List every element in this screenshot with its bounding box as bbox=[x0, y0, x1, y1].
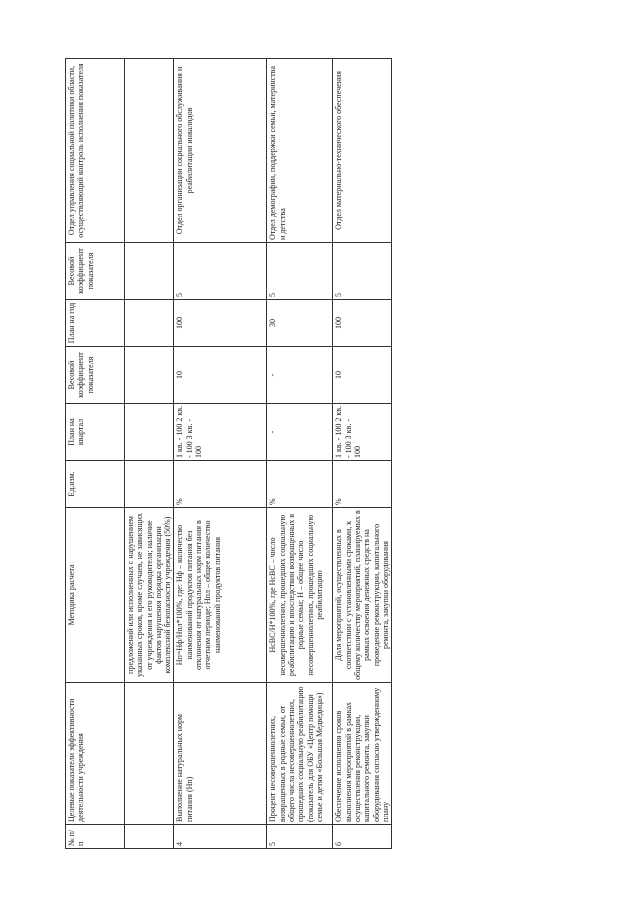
row-plan-quarter: - bbox=[267, 404, 333, 461]
row-num: 6 bbox=[333, 825, 392, 849]
row-weight-quarter: 10 bbox=[174, 347, 267, 404]
row-control bbox=[125, 59, 174, 243]
table-row bbox=[333, 59, 392, 849]
row-plan-quarter: 1 кв. - 100 2 кв. - 100 3 кв. - 100 bbox=[174, 404, 267, 461]
row-weight-quarter bbox=[125, 347, 174, 404]
table-row bbox=[174, 59, 267, 849]
row-plan-year: 100 bbox=[333, 300, 392, 347]
row-indicator: Выполнение натуральных норм питания (Нп) bbox=[174, 683, 267, 825]
row-weight-year bbox=[125, 243, 174, 300]
row-unit: % bbox=[333, 461, 392, 508]
row-indicator: Процент несовершеннолетних, возвращенных в родные семьи, от общего числа несовершеннолетних, прошедших социальную реабилитацию (показатель для ОБУ «Центр помощи семье и детям «Большая Медведица») bbox=[267, 683, 333, 825]
header-unit: Ед.изм. bbox=[66, 461, 125, 508]
row-plan-quarter: 1 кв. - 100 2 кв. - 100 3 кв. - 100 bbox=[333, 404, 392, 461]
row-method: Доля мероприятий, осуществленных в соответствии с установленными сроками, к общему количеству мероприятий, планируемых в рамках освоения денежных средств на проведение реконструкции, капитального ремонта, закупки оборудования bbox=[333, 508, 392, 683]
header-weight-quarter: Весовой коэффициент показателя bbox=[66, 347, 125, 404]
row-unit: % bbox=[174, 461, 267, 508]
row-control: Отдел организации социального обслуживания и реабилитации инвалидов bbox=[174, 59, 267, 243]
row-plan-quarter bbox=[125, 404, 174, 461]
header-num: № п/п bbox=[66, 825, 125, 849]
header-row bbox=[66, 59, 125, 849]
row-weight-year: 5 bbox=[174, 243, 267, 300]
row-weight-quarter: 10 bbox=[333, 347, 392, 404]
row-plan-year: 100 bbox=[174, 300, 267, 347]
table-row bbox=[125, 59, 174, 849]
row-control: Отдел материально-технического обеспечения bbox=[333, 59, 392, 243]
performance-indicators-table bbox=[65, 58, 392, 849]
row-plan-year: 30 bbox=[267, 300, 333, 347]
row-method: НсВС/Н*100%, где НсВС – число несовершеннолетних, прошедших социальную реабилитацию и впоследствии возвращенных в родные семьи; Н – общее число несовершеннолетних, прошедших социальную реабилитацию bbox=[267, 508, 333, 683]
row-unit: % bbox=[267, 461, 333, 508]
row-method: предложений или исполненных с нарушением указанных сроков, кроме случаев, не зависящих от учреждения и его руководителя; наличие фактов нарушения порядка организации комплексной безопасности учреждения (50%) bbox=[125, 508, 174, 683]
row-indicator bbox=[125, 683, 174, 825]
row-num bbox=[125, 825, 174, 849]
header-control: Отдел управления социальной политики области, осуществляющий контроль исполнения показателя bbox=[66, 59, 125, 243]
header-indicator: Целевые показатели эффективности деятельности учреждения bbox=[66, 683, 125, 825]
row-method: Нп=Нф/Нпл*100%, где: Нф – количество наименований продуктов питания без отклонения от натуральных норм питания в отчетном периоде; Нпл – общее количество наименований продуктов питания bbox=[174, 508, 267, 683]
header-weight-year: Весовой коэффициент показателя bbox=[66, 243, 125, 300]
header-plan-year: План на год bbox=[66, 300, 125, 347]
row-control: Отдел демографии, поддержки семьи, материнства и детства bbox=[267, 59, 333, 243]
header-plan-quarter: План на квартал bbox=[66, 404, 125, 461]
row-weight-year: 5 bbox=[333, 243, 392, 300]
row-num: 4 bbox=[174, 825, 267, 849]
row-unit bbox=[125, 461, 174, 508]
header-method: Методика расчета bbox=[66, 508, 125, 683]
row-num: 5 bbox=[267, 825, 333, 849]
row-indicator: Обеспечение исполнения сроков выполнения мероприятий в рамках осуществления реконструкции, капитального ремонта, закупки оборудования согласно утвержденному плану bbox=[333, 683, 392, 825]
rotated-table-area bbox=[65, 59, 390, 849]
table-row bbox=[267, 59, 333, 849]
row-weight-quarter: - bbox=[267, 347, 333, 404]
row-plan-year bbox=[125, 300, 174, 347]
row-weight-year: 5 bbox=[267, 243, 333, 300]
